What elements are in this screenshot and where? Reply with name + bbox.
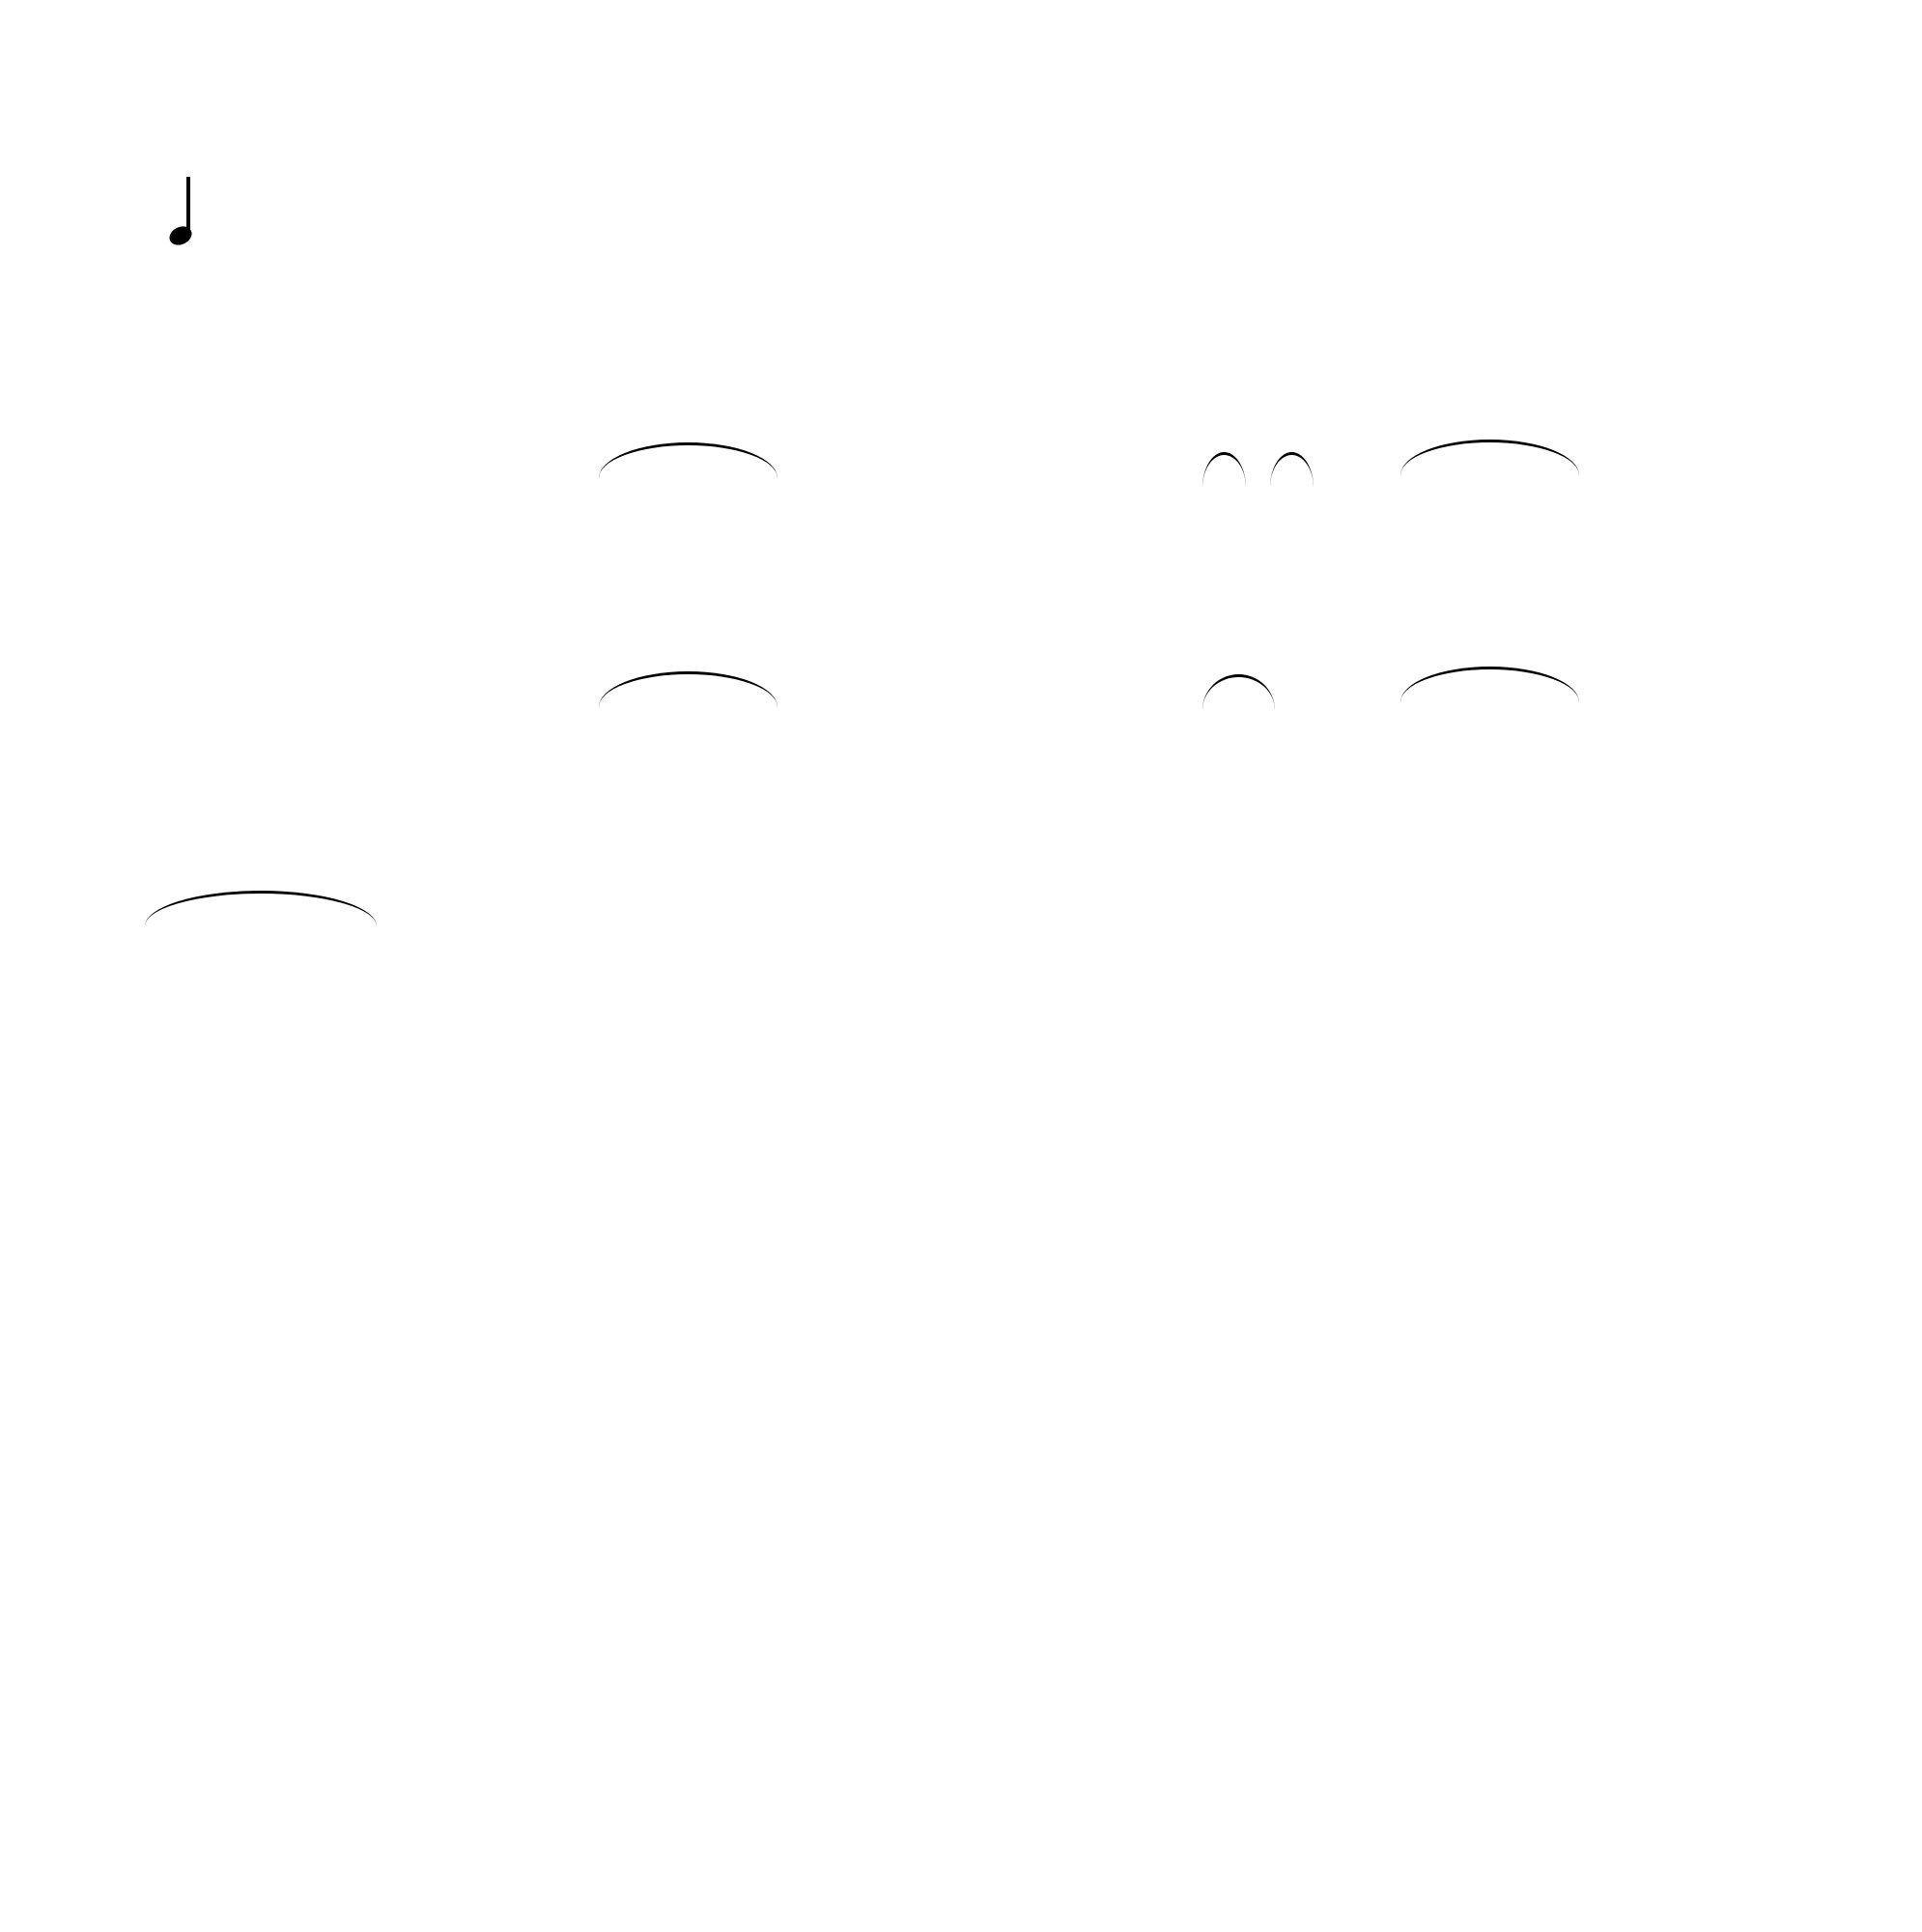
tie (599, 671, 777, 707)
slur (1202, 674, 1275, 710)
tie (1400, 440, 1579, 475)
slur (145, 891, 377, 926)
tie (599, 442, 777, 478)
quarter-note-icon (169, 177, 194, 244)
slur (1270, 452, 1314, 488)
slur (1202, 452, 1246, 488)
tempo-marking (169, 177, 202, 244)
tie (1400, 667, 1579, 702)
